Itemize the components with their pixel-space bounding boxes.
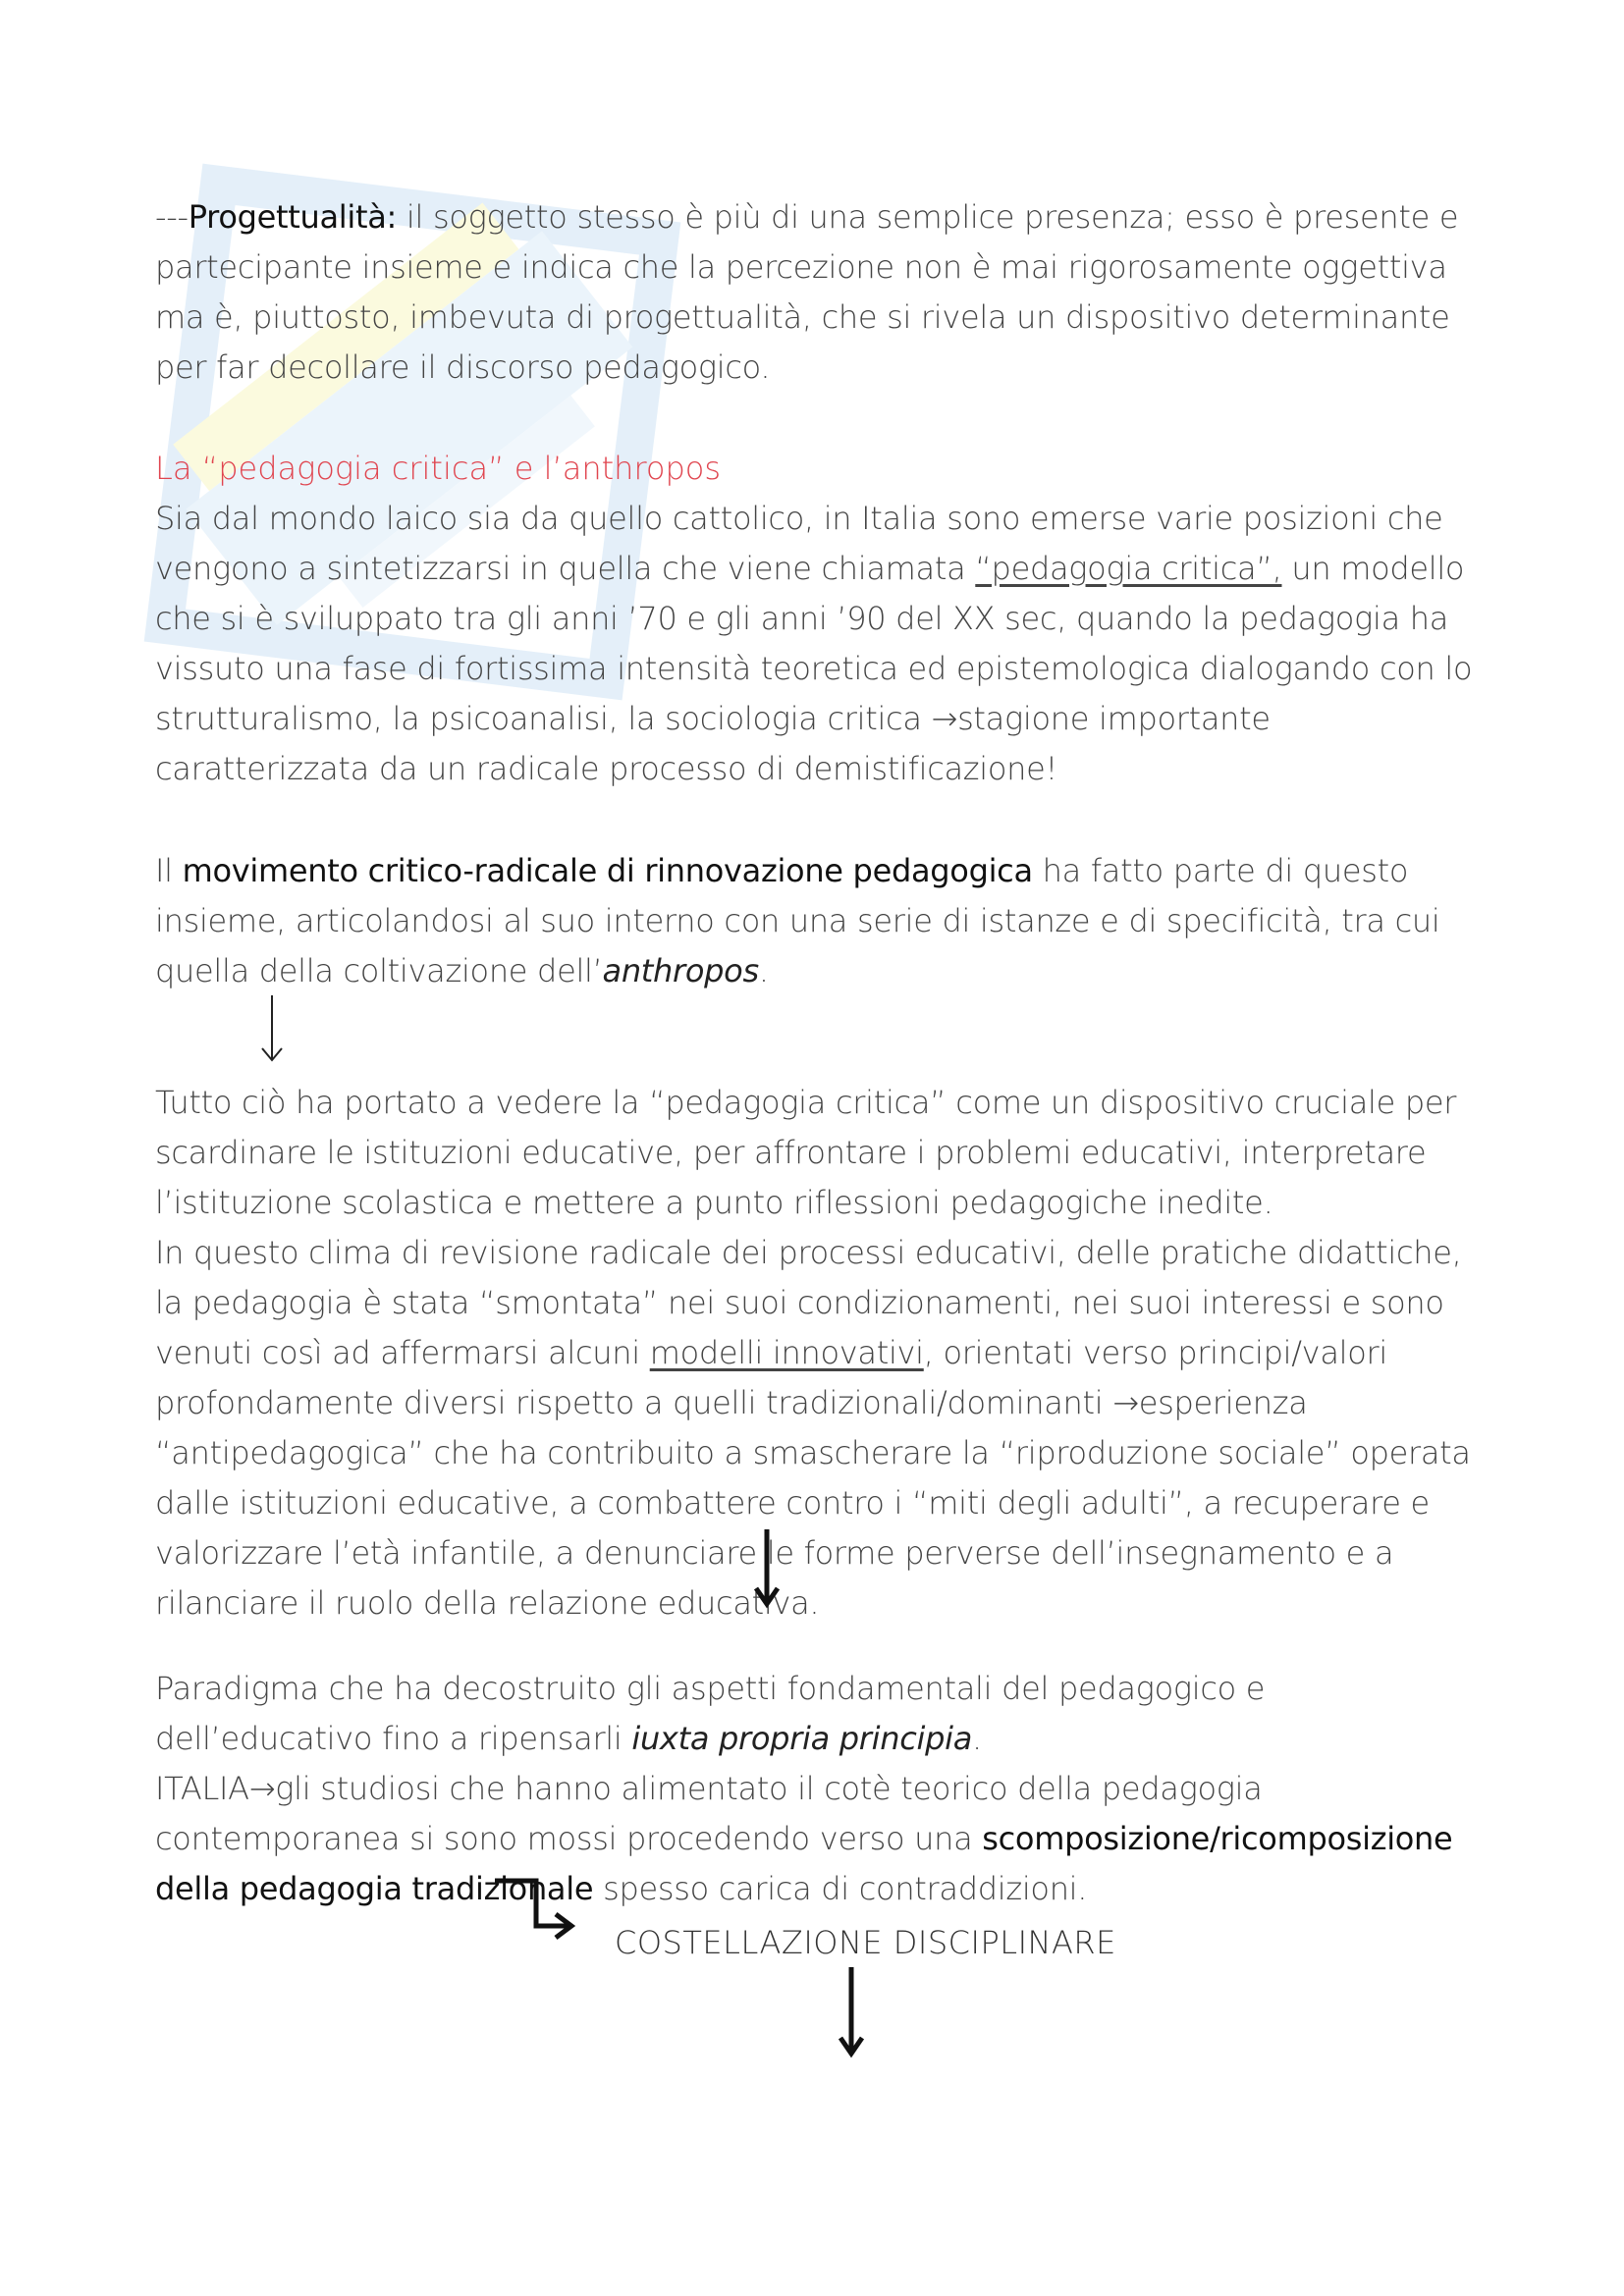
- paragraph-pedagogia-critica: [155, 494, 1481, 794]
- elbow-arrow-icon: [491, 1877, 579, 1946]
- text-segment: spesso carica di contraddizioni.: [593, 1870, 1088, 1907]
- term-progettualita: Progettualità:: [188, 198, 398, 236]
- italic-anthropos: anthropos: [602, 952, 759, 989]
- arrow-right-icon: →: [1112, 1384, 1139, 1421]
- arrow-right-icon: →: [248, 1770, 276, 1807]
- paragraph-paradigma: [155, 1664, 1481, 1914]
- text-segment: ha fatto parte di questo insieme, articolandosi al suo interno con una serie di istanze e di specificità, tra cui quella della coltivazione dell’: [155, 852, 1440, 989]
- text-segment: Paradigma che ha decostruito gli aspetti fondamentali del pedagogico e dell’educativo fino a ripensarli: [155, 1670, 1266, 1757]
- underlined-pedagogia-critica: “pedagogia critica”,: [975, 550, 1282, 587]
- text-segment: .: [972, 1720, 982, 1757]
- bold-down-arrow-icon: [837, 1967, 866, 2057]
- thin-down-arrow-icon: [257, 995, 287, 1064]
- text-segment: esperienza “antipedagogica” che ha contribuito a smascherare la “riproduzione sociale” operata dalle istituzioni educative, a combattere contro i “miti degli adulti”, a recuperare e valorizzare l’età infantile, a denunciare le forme perverse dell’insegnamento e a rilanciare il ruolo della relazione educativa.: [155, 1384, 1471, 1622]
- paragraph-progettualita: [155, 192, 1481, 393]
- text-segment: Tutto ciò ha portato a vedere la “pedagogia critica” come un dispositivo cruciale per scardinare le istituzioni educative, per affrontare i problemi educativi, interpretare l’istituzione scolastica e mettere a punto riflessioni pedagogiche inedite.: [155, 1084, 1457, 1221]
- text-segment: stagione importante caratterizzata da un radicale processo di demistificazione!: [155, 700, 1271, 787]
- arrow-right-icon: →: [931, 700, 958, 737]
- bold-down-arrow-icon: [752, 1529, 782, 1608]
- costellazione-label: COSTELLAZIONE DISCIPLINARE: [615, 1924, 1116, 1961]
- italia-label: ITALIA: [155, 1770, 249, 1807]
- paragraph-tutto-cio: [155, 1078, 1481, 1629]
- text-segment: Sia dal mondo laico sia da quello cattolico, in Italia sono emerse varie posizioni che vengono a sintetizzarsi in quella che viene chiamata: [155, 500, 1443, 587]
- underlined-modelli-innovativi: modelli innovativi: [649, 1334, 924, 1371]
- bold-scomposizione: scomposizione/ricomposizione della pedagogia tradizionale: [155, 1820, 1453, 1907]
- bold-movimento: movimento critico-radicale di rinnovazione pedagogica: [182, 852, 1033, 889]
- text-segment: .: [758, 952, 769, 989]
- dash-prefix: ---: [155, 198, 189, 236]
- text-segment: In questo clima di revisione radicale dei processi educativi, delle pratiche didattiche, la pedagogia è stata “smontata” nei suoi condizionamenti, nei suoi interessi e sono venuti così ad affermarsi alcuni: [155, 1234, 1462, 1371]
- progettualita-text: il soggetto stesso è più di una semplice presenza; esso è presente e partecipante insieme e indica che la percezione non è mai rigorosamente oggettiva ma è, piuttosto, imbevuta di progettualità, che si rivela un dispositivo determinante per far decollare il discorso pedagogico.: [155, 198, 1459, 386]
- text-segment: gli studiosi che hanno alimentato il cotè teorico della pedagogia contemporanea si sono mossi procedendo verso una: [155, 1770, 1263, 1857]
- section-heading: La “pedagogia critica” e l’anthropos: [155, 450, 722, 487]
- paragraph-movimento: [155, 846, 1481, 996]
- text-segment: , orientati verso principi/valori profondamente diversi rispetto a quelli tradizionali/dominanti: [155, 1334, 1387, 1421]
- italic-iuxta: iuxta propria principia: [631, 1720, 973, 1757]
- text-segment: Il: [155, 852, 183, 889]
- text-segment: un modello che si è sviluppato tra gli anni ’70 e gli anni ’90 del XX sec, quando la pedagogia ha vissuto una fase di fortissima intensità teoretica ed epistemologica dialogando con lo strutturalismo, la psicoanalisi, la sociologia critica: [155, 550, 1473, 737]
